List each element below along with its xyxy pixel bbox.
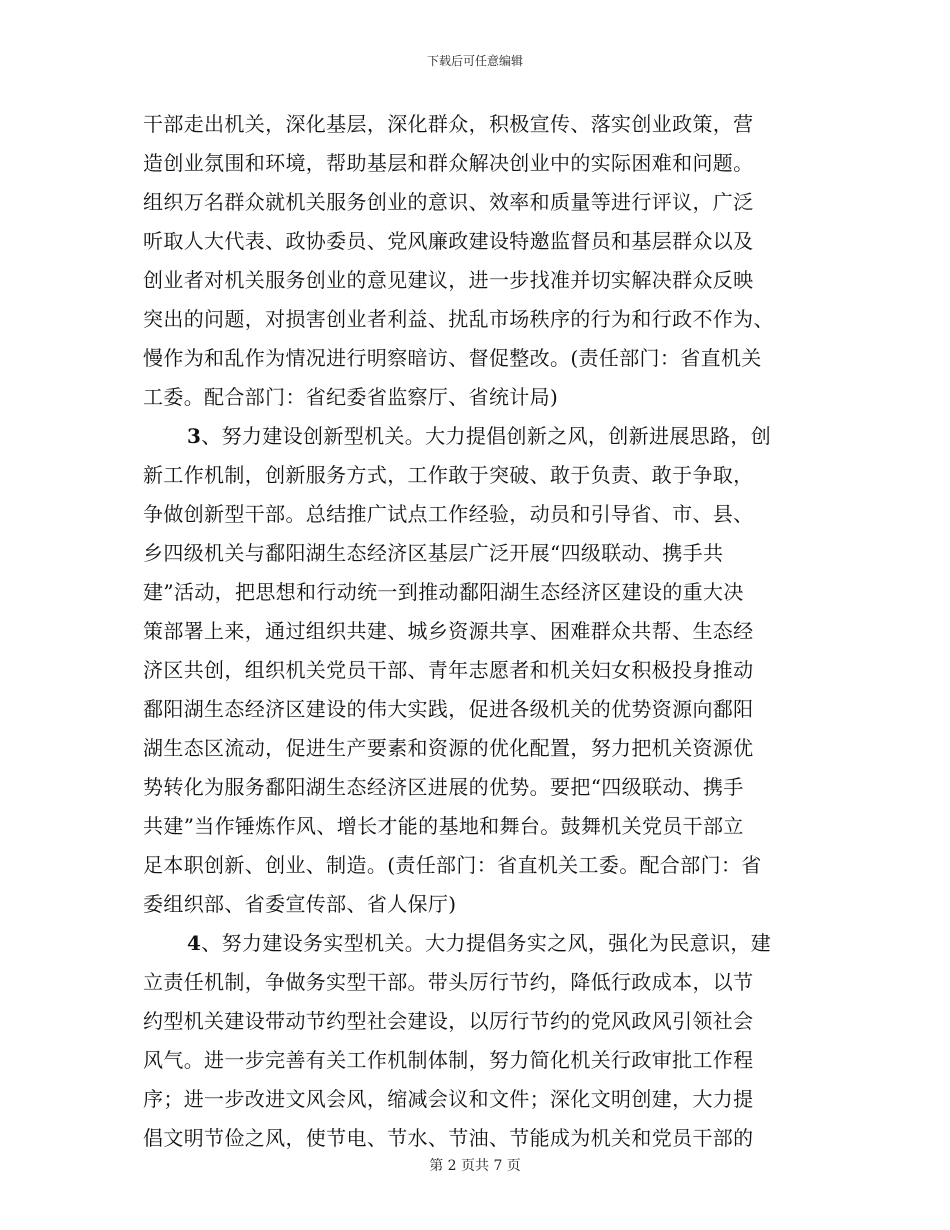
text-line: 共建”当作锤炼作风、增长才能的基地和舞台。鼓舞机关党员干部立 xyxy=(143,814,744,838)
section-4-heading-line xyxy=(187,925,771,961)
text-line: 突出的问题，对损害创业者利益、扰乱市场秩序的行为和行政不作为、 xyxy=(143,307,774,331)
text-line: 风气。进一步完善有关工作机制体制，努力简化机关行政审批工作程 xyxy=(143,1048,754,1072)
text-line: 干部走出机关，深化基层，深化群众，积极宣传、落实创业政策，营 xyxy=(143,112,754,136)
text-line: 鄱阳湖生态经济区建设的伟大实践，促进各级机关的优势资源向鄱阳 xyxy=(143,697,754,721)
text-line: 工委。配合部门：省纪委省监察厅、省统计局) xyxy=(143,385,559,409)
text-line: 约型机关建设带动节约型社会建设，以厉行节约的党风政风引领社会 xyxy=(143,1009,754,1033)
text-line: 、努力建设创新型机关。大力提倡创新之风，创新进展思路，创 xyxy=(201,424,772,448)
text-line: 组织万名群众就机关服务创业的意识、效率和质量等进行评议，广泛 xyxy=(143,190,754,214)
text-line: 创业者对机关服务创业的意见建议，进一步找准并切实解决群众反映 xyxy=(143,268,754,292)
text-line: 建”活动，把思想和行动统一到推动鄱阳湖生态经济区建设的重大决 xyxy=(143,580,744,604)
text-line: 听取人大代表、政协委员、党风廉政建设特邀监督员和基层群众以及 xyxy=(143,229,754,253)
text-line: 、努力建设务实型机关。大力提倡务实之风，强化为民意识，建 xyxy=(201,931,772,955)
text-line: 新工作机制，创新服务方式，工作敢于突破、敢于负责、敢于争取， xyxy=(143,463,754,487)
section-3-heading-line xyxy=(187,418,771,454)
text-line: 足本职创新、创业、制造。(责任部门：省直机关工委。配合部门：省 xyxy=(143,853,762,877)
text-line: 策部署上来，通过组织共建、城乡资源共享、困难群众共帮、生态经 xyxy=(143,619,754,643)
page-header: 下载后可任意编辑 xyxy=(426,54,523,68)
text-line: 造创业氛围和环境，帮助基层和群众解决创业中的实际困难和问题。 xyxy=(143,151,754,175)
text-line: 济区共创，组织机关党员干部、青年志愿者和机关妇女积极投身推动 xyxy=(143,658,754,682)
text-line: 争做创新型干部。总结推广试点工作经验，动员和引导省、市、县、 xyxy=(143,502,754,526)
text-line: 湖生态区流动，促进生产要素和资源的优化配置，努力把机关资源优 xyxy=(143,736,754,760)
text-line: 序；进一步改进文风会风，缩减会议和文件；深化文明创建，大力提 xyxy=(143,1087,754,1111)
text-line: 委组织部、省委宣传部、省人保厅) xyxy=(143,892,457,916)
text-line: 倡文明节俭之风，使节电、节水、节油、节能成为机关和党员干部的 xyxy=(143,1126,754,1150)
section-number: 3 xyxy=(187,424,202,448)
page-number: 第 2 页共 7 页 xyxy=(429,1158,521,1174)
text-line: 慢作为和乱作为情况进行明察暗访、督促整改。(责任部门：省直机关 xyxy=(143,346,762,370)
text-line: 立责任机制，争做务实型干部。带头厉行节约，降低行政成本，以节 xyxy=(143,970,754,994)
text-line: 乡四级机关与鄱阳湖生态经济区基层广泛开展“四级联动、携手共 xyxy=(143,541,724,565)
section-number: 4 xyxy=(187,931,202,955)
text-line: 势转化为服务鄱阳湖生态经济区进展的优势。要把“四级联动、携手 xyxy=(143,775,744,799)
